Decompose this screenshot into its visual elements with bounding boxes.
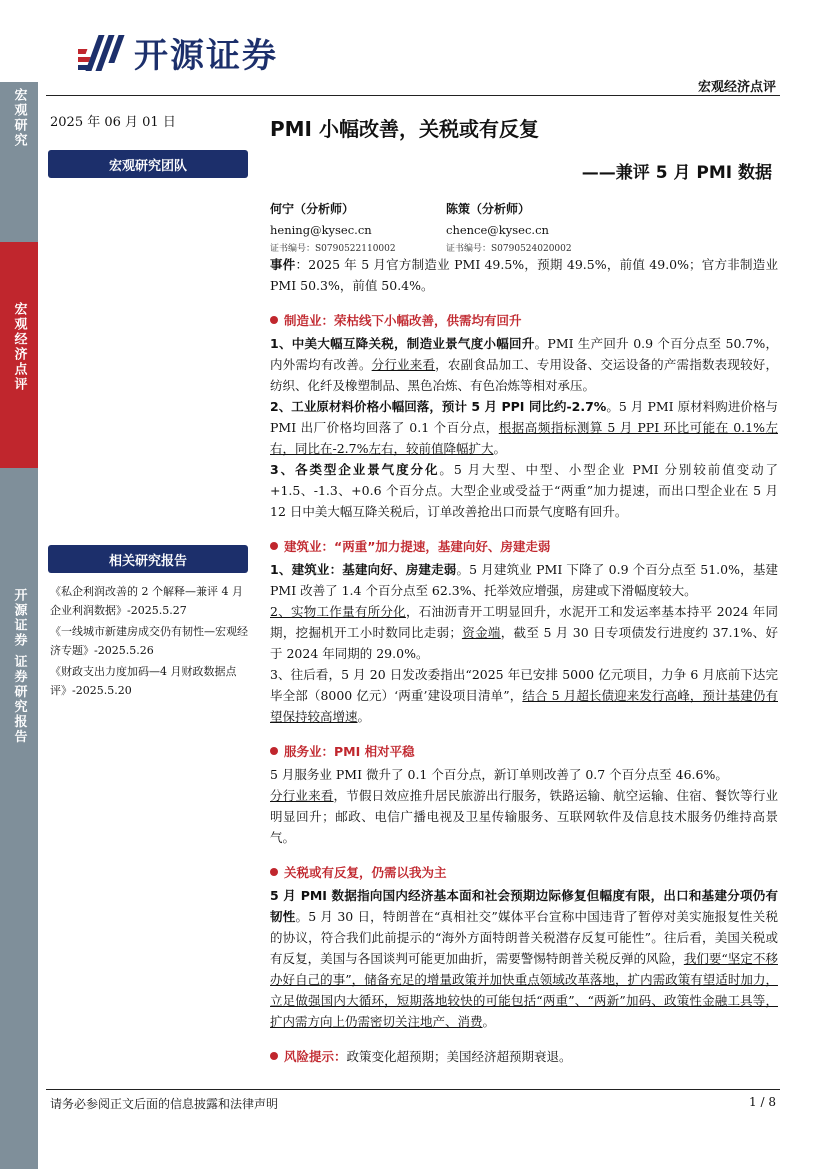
con-paragraph-1: 1、建筑业：基建向好、房建走弱。5 月建筑业 PMI 下降了 0.9 个百分点至 51.0%，基建 PMI 改善了 1.4 个百分点至 62.3%、托举效应增强，房建或下滑幅度较大。 — [270, 562, 779, 598]
section-services-title: 服务业：PMI 相对平稳 — [270, 741, 778, 762]
mfg-paragraph-1: 1、中美大幅互降关税，制造业景气度小幅回升。PMI 生产回升 0.9 个百分点至 50.7%，内外需均有改善。分行业来看，农副食品加工、专用设备、交运设备的产需指数表现较好，纺织、化纤及橡塑制品、黑色冶炼、有色冶炼等相对承压。 — [270, 336, 778, 393]
analyst-email[interactable]: chence@kysec.cn — [446, 223, 549, 237]
analyst-cert: 证书编号：S0790522110002 — [270, 244, 396, 254]
bullet-dot-icon — [270, 542, 278, 550]
analyst-email[interactable]: hening@kysec.cn — [270, 223, 372, 237]
page-number: 1 / 8 — [749, 1095, 776, 1109]
srv-paragraph-2: 分行业来看，节假日效应推升居民旅游出行服务，铁路运输、航空运输、住宿、餐饮等行业明显回升；邮政、电信广播电视及卫星传输服务、互联网软件及信息技术服务仍维持高景气。 — [270, 788, 778, 845]
risk-paragraph: 风险提示：政策变化超预期；美国经济超预期衰退。 — [270, 1046, 778, 1067]
side-tab-macro-review: 宏观经济点评 — [0, 242, 38, 468]
bullet-dot-icon — [270, 1052, 278, 1060]
bullet-dot-icon — [270, 747, 278, 755]
bullet-dot-icon — [270, 316, 278, 324]
logo-arrow-icon — [78, 31, 130, 75]
mfg-paragraph-2: 2、工业原材料价格小幅回落，预计 5 月 PPI 同比约-2.7%。5 月 PMI 原材料购进价格与 PMI 出厂价格均回落了 0.1 个百分点，根据高频指标测算 5 月 PPI 环比可能在 0.1%左右，同比在-2.7%左右，较前值降幅扩大。 — [270, 399, 778, 456]
related-list — [50, 582, 250, 702]
section-construction-title: 建筑业：“两重”加力提速，基建向好、房建走弱 — [270, 536, 778, 557]
tariff-paragraph: 5 月 PMI 数据指向国内经济基本面和社会预期边际修复但幅度有限，出口和基建分项仍有韧性。5 月 30 日，特朗普在“真相社交”媒体平台宣称中国违背了暂停对美实施报复性关税的协议，符合我们此前提示的“海外方面特朗普关税潜存反复可能性”。往后看，美国关税或有反复，美国与各国谈判可能更加曲折，需要警惕特朗普关税反弹的风险，我们要“坚定不移办好自己的事”，储备充足的增量政策并加快重点领域改革落地，扩内需政策有望适时加力，立足做强国内大循环，短期落地较快的可能包括“两重”、“两新”加码、政策性金融工具等，扩内需方向上仍需密切关注地产、消费。 — [270, 888, 778, 1029]
report-date: 2025 年 06 月 01 日 — [50, 115, 176, 130]
top-rule — [46, 95, 780, 96]
related-item[interactable]: 《私企利润改善的 2 个解释—兼评 4 月企业利润数据》-2025.5.27 — [50, 585, 243, 617]
team-header: 宏观研究团队 — [48, 150, 248, 178]
con-paragraph-2: 2、实物工作量有所分化，石油沥青开工明显回升，水泥开工和发运率基本持平 2024 年同期，挖掘机开工小时数同比走弱；资金端，截至 5 月 30 日专项债发行进度约 37.1%、好于 2024 年同期的 29.0%。 — [270, 604, 778, 661]
con-paragraph-3: 3、往后看，5 月 20 日发改委指出“2025 年已安排 5000 亿元项目，力争 6 月底前下达完毕全部（8000 亿元）‘两重’建设项目清单”，结合 5 月超长债迎来发行高峰，预计基建仍有望保持较高增速。 — [270, 667, 778, 724]
analyst-cert: 证书编号：S0790524020002 — [446, 244, 572, 254]
analyst-card — [270, 200, 396, 254]
section-manufacturing-title: 制造业：荣枯线下小幅改善，供需均有回升 — [270, 310, 778, 331]
analyst-name: 陈策（分析师） — [446, 202, 531, 216]
page-title: PMI 小幅改善，关税或有反复 — [270, 117, 539, 141]
srv-paragraph-1: 5 月服务业 PMI 微升了 0.1 个百分点，新订单则改善了 0.7 个百分点至 46.6%。 — [270, 767, 728, 782]
event-paragraph: 事件：2025 年 5 月官方制造业 PMI 49.5%，预期 49.5%，前值 49.0%；官方非制造业 PMI 50.3%，前值 50.4%。 — [270, 257, 778, 293]
related-header: 相关研究报告 — [48, 545, 248, 573]
side-tab-macro-research: 宏观研究 — [0, 82, 38, 242]
section-tariff-title: 关税或有反复，仍需以我为主 — [270, 862, 778, 883]
page-subtitle: ——兼评 5 月 PMI 数据 — [581, 163, 772, 183]
doc-type: 宏观经济点评 — [697, 80, 776, 95]
analyst-card — [446, 200, 572, 254]
analyst-name: 何宁（分析师） — [270, 202, 355, 216]
logo-text: 开源证券 — [134, 36, 278, 76]
mfg-paragraph-3: 3、各类型企业景气度分化。5 月大型、中型、小型企业 PMI 分别较前值变动了+1.5、-1.3、+0.6 个百分点。大型企业或受益于“两重”加力提速，而出口型企业在 5 月 12 日中美大幅互降关税后，订单改善抢出口而景气度略有回升。 — [270, 462, 778, 519]
report-body — [270, 254, 778, 1067]
related-item[interactable]: 《财政支出力度加码—4 月财政数据点评》-2025.5.20 — [50, 665, 237, 697]
footer-disclaimer: 请务必参阅正文后面的信息披露和法律声明 — [50, 1097, 279, 1111]
side-tab-report: 开源证券 证券研究报告 — [0, 468, 38, 1169]
bottom-rule — [46, 1089, 780, 1090]
kysec-logo — [78, 28, 278, 77]
related-item[interactable]: 《一线城市新建房成交仍有韧性—宏观经济专题》-2025.5.26 — [50, 625, 248, 657]
bullet-dot-icon — [270, 868, 278, 876]
